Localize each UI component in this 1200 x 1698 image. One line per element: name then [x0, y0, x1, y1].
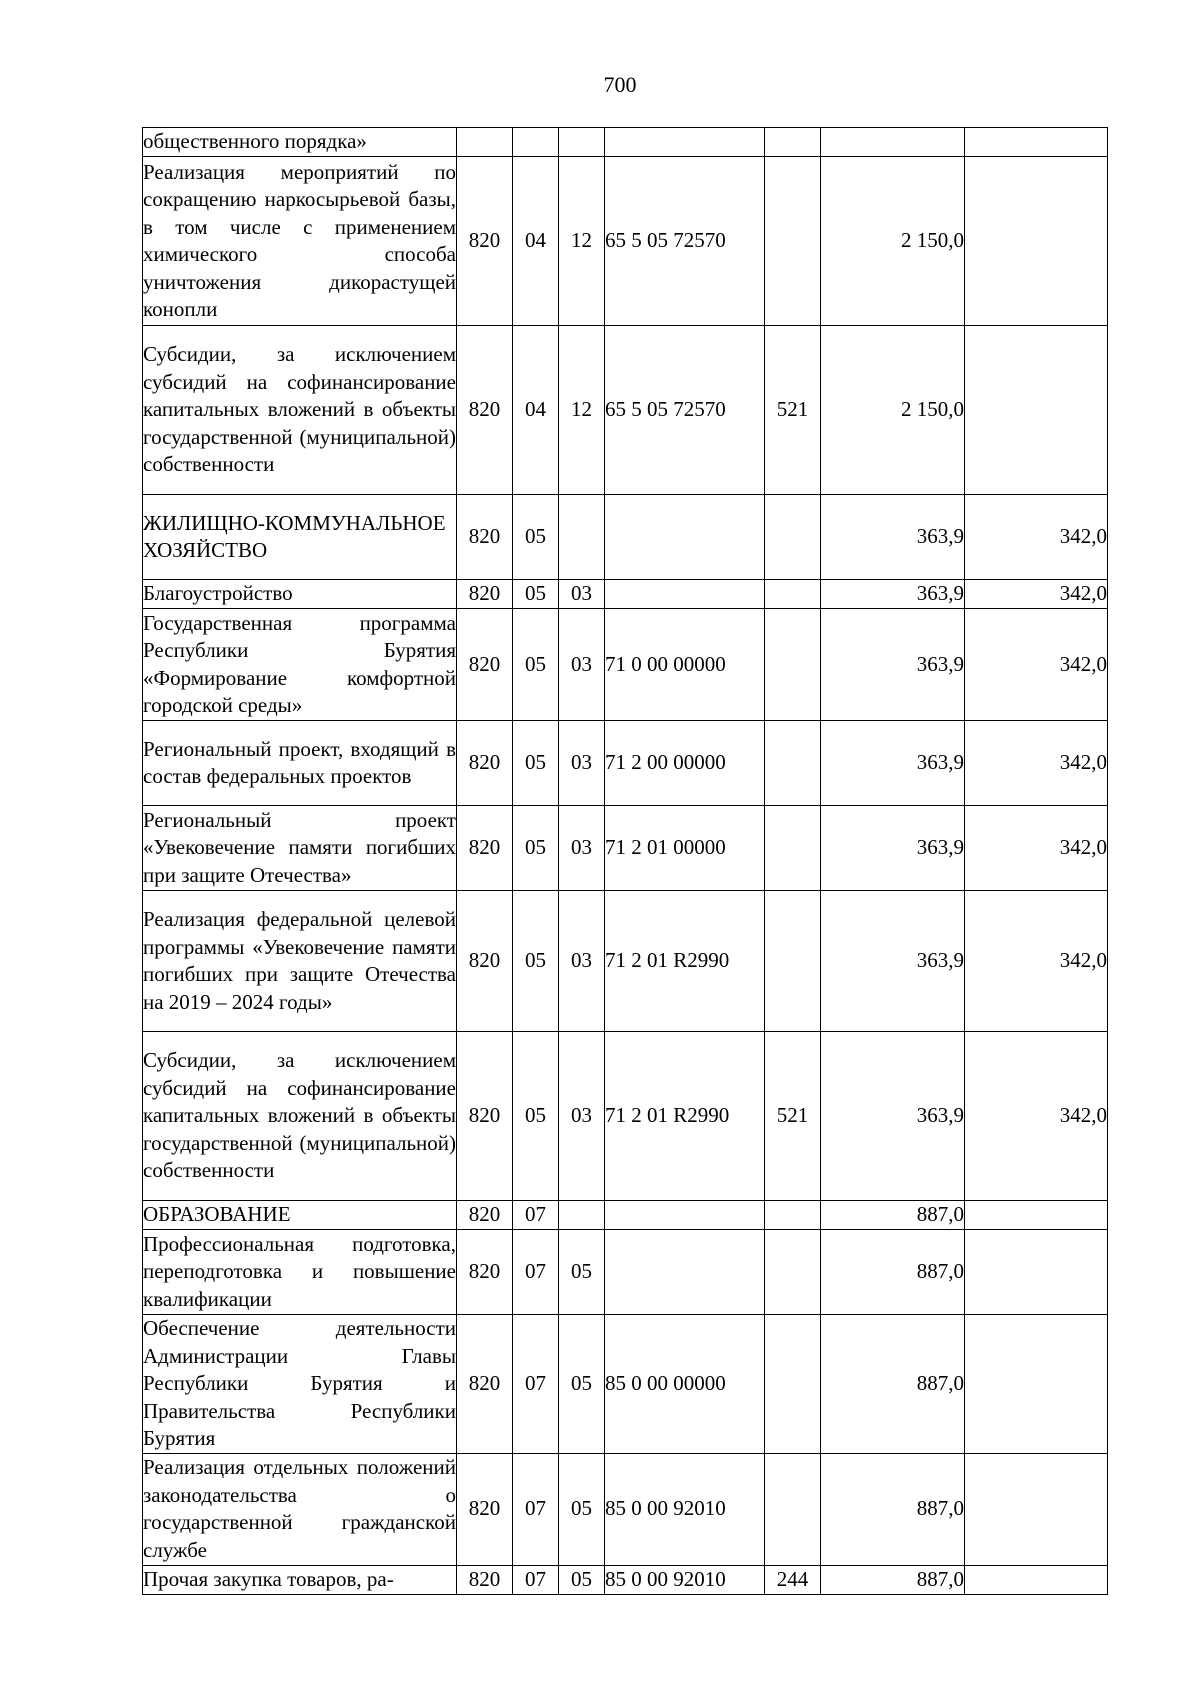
row-pr: 05: [559, 1453, 605, 1565]
row-pr: 12: [559, 157, 605, 326]
row-vr: [765, 1201, 821, 1230]
row-pr: 03: [559, 806, 605, 891]
row-gr: 820: [457, 157, 513, 326]
table-row: [143, 495, 1108, 580]
row-vr: [765, 891, 821, 1032]
row-name: Обеспечение деятельности Администрации Главы Республики Бурятия и Правительства Республики Бурятия: [143, 1315, 457, 1454]
row-rz: 07: [513, 1230, 559, 1315]
row-vr: [765, 128, 821, 157]
table-row: [143, 806, 1108, 891]
row-name: Субсидии, за исключением субсидий на софинансирование капитальных вложений в объекты государственной (муниципальной) собственности: [143, 326, 457, 495]
table-row: [143, 1230, 1108, 1315]
row-gr: 820: [457, 580, 513, 609]
row-name: Реализация отдельных положений законодательства о государственной гражданской службе: [143, 1453, 457, 1565]
table-row: [143, 1315, 1108, 1454]
row-rz: 05: [513, 495, 559, 580]
row-sum2: 342,0: [965, 721, 1108, 806]
row-name: ЖИЛИЩНО-КОММУНАЛЬНОЕ ХОЗЯЙСТВО: [143, 495, 457, 580]
row-name: Реализация федеральной целевой программы «Увековечение памяти погибших при защите Отечества на 2019 – 2024 годы»: [143, 891, 457, 1032]
row-vr: [765, 1230, 821, 1315]
row-pr: 05: [559, 1315, 605, 1454]
row-gr: 820: [457, 891, 513, 1032]
row-pr: 03: [559, 580, 605, 609]
row-sum2: 342,0: [965, 1032, 1108, 1201]
row-gr: 820: [457, 806, 513, 891]
row-vr: 521: [765, 326, 821, 495]
row-name: общественного порядка»: [143, 128, 457, 157]
row-csr: [605, 128, 765, 157]
row-gr: 820: [457, 1201, 513, 1230]
row-sum2: 342,0: [965, 495, 1108, 580]
row-sum1: 363,9: [821, 721, 965, 806]
row-gr: 820: [457, 721, 513, 806]
row-gr: 820: [457, 1315, 513, 1454]
row-rz: 04: [513, 157, 559, 326]
row-csr: 71 2 01 R2990: [605, 1032, 765, 1201]
row-sum1: 887,0: [821, 1315, 965, 1454]
row-sum1: 363,9: [821, 495, 965, 580]
row-rz: 04: [513, 326, 559, 495]
row-gr: [457, 128, 513, 157]
row-sum2: [965, 1230, 1108, 1315]
row-gr: 820: [457, 495, 513, 580]
row-vr: [765, 1453, 821, 1565]
row-sum1: 887,0: [821, 1565, 965, 1594]
row-vr: [765, 721, 821, 806]
row-vr: [765, 580, 821, 609]
row-csr: [605, 1230, 765, 1315]
row-sum2: 342,0: [965, 806, 1108, 891]
row-sum1: 363,9: [821, 1032, 965, 1201]
table-row: [143, 1453, 1108, 1565]
table-row: [143, 580, 1108, 609]
row-pr: 03: [559, 891, 605, 1032]
row-name: Региональный проект, входящий в состав федеральных проектов: [143, 721, 457, 806]
row-csr: 71 2 00 00000: [605, 721, 765, 806]
row-sum1: 363,9: [821, 806, 965, 891]
row-vr: 244: [765, 1565, 821, 1594]
row-csr: 85 0 00 00000: [605, 1315, 765, 1454]
row-sum2: 342,0: [965, 891, 1108, 1032]
row-pr: 05: [559, 1565, 605, 1594]
row-rz: 05: [513, 609, 559, 721]
row-pr: [559, 1201, 605, 1230]
row-pr: 03: [559, 721, 605, 806]
row-name: ОБРАЗОВАНИЕ: [143, 1201, 457, 1230]
row-sum1: 887,0: [821, 1453, 965, 1565]
row-csr: 65 5 05 72570: [605, 157, 765, 326]
table-row: [143, 157, 1108, 326]
budget-table: [142, 127, 1108, 1595]
row-csr: [605, 580, 765, 609]
table-row: [143, 1201, 1108, 1230]
row-vr: [765, 157, 821, 326]
table-row: [143, 326, 1108, 495]
row-csr: 71 2 01 00000: [605, 806, 765, 891]
row-rz: 07: [513, 1453, 559, 1565]
row-csr: 85 0 00 92010: [605, 1453, 765, 1565]
table-row: [143, 721, 1108, 806]
row-sum1: 887,0: [821, 1201, 965, 1230]
row-pr: [559, 128, 605, 157]
row-sum2: [965, 1453, 1108, 1565]
row-sum1: 2 150,0: [821, 157, 965, 326]
row-sum1: 2 150,0: [821, 326, 965, 495]
row-gr: 820: [457, 609, 513, 721]
row-gr: 820: [457, 326, 513, 495]
row-vr: 521: [765, 1032, 821, 1201]
row-name: Региональный проект «Увековечение памяти погибших при защите Отечества»: [143, 806, 457, 891]
row-sum1: 363,9: [821, 609, 965, 721]
row-rz: 07: [513, 1201, 559, 1230]
row-sum2: [965, 157, 1108, 326]
row-sum1: 363,9: [821, 580, 965, 609]
row-csr: [605, 495, 765, 580]
row-sum2: [965, 128, 1108, 157]
row-pr: 05: [559, 1230, 605, 1315]
row-csr: [605, 1201, 765, 1230]
row-sum1: [821, 128, 965, 157]
row-sum2: [965, 326, 1108, 495]
row-vr: [765, 495, 821, 580]
row-csr: 85 0 00 92010: [605, 1565, 765, 1594]
row-name: Субсидии, за исключением субсидий на софинансирование капитальных вложений в объекты государственной (муниципальной) собственности: [143, 1032, 457, 1201]
row-vr: [765, 609, 821, 721]
row-rz: 05: [513, 1032, 559, 1201]
row-pr: 03: [559, 609, 605, 721]
row-rz: 07: [513, 1565, 559, 1594]
row-name: Профессиональная подготовка, переподготовка и повышение квалификации: [143, 1230, 457, 1315]
row-rz: 05: [513, 580, 559, 609]
row-rz: 07: [513, 1315, 559, 1454]
row-name: Прочая закупка товаров, ра-: [143, 1565, 457, 1594]
row-sum2: [965, 1201, 1108, 1230]
row-sum1: 887,0: [821, 1230, 965, 1315]
table-row: [143, 128, 1108, 157]
row-pr: 12: [559, 326, 605, 495]
row-name: Благоустройство: [143, 580, 457, 609]
table-row: [143, 891, 1108, 1032]
row-sum2: 342,0: [965, 580, 1108, 609]
row-rz: [513, 128, 559, 157]
page-number: 700: [603, 72, 637, 97]
row-gr: 820: [457, 1230, 513, 1315]
row-csr: 65 5 05 72570: [605, 326, 765, 495]
row-sum2: 342,0: [965, 609, 1108, 721]
row-vr: [765, 1315, 821, 1454]
row-pr: [559, 495, 605, 580]
table-row: [143, 1032, 1108, 1201]
row-csr: 71 2 01 R2990: [605, 891, 765, 1032]
row-rz: 05: [513, 806, 559, 891]
row-sum2: [965, 1315, 1108, 1454]
row-csr: 71 0 00 00000: [605, 609, 765, 721]
row-sum1: 363,9: [821, 891, 965, 1032]
table-row: [143, 1565, 1108, 1594]
row-gr: 820: [457, 1453, 513, 1565]
row-name: Реализация мероприятий по сокращению наркосырьевой базы, в том числе с применением химического способа уничтожения дикорастущей конопли: [143, 157, 457, 326]
row-name: Государственная программа Республики Бурятия «Формирование комфортной городской среды»: [143, 609, 457, 721]
table-row: [143, 609, 1108, 721]
row-pr: 03: [559, 1032, 605, 1201]
row-rz: 05: [513, 721, 559, 806]
row-gr: 820: [457, 1032, 513, 1201]
row-vr: [765, 806, 821, 891]
row-sum2: [965, 1565, 1108, 1594]
row-rz: 05: [513, 891, 559, 1032]
row-gr: 820: [457, 1565, 513, 1594]
